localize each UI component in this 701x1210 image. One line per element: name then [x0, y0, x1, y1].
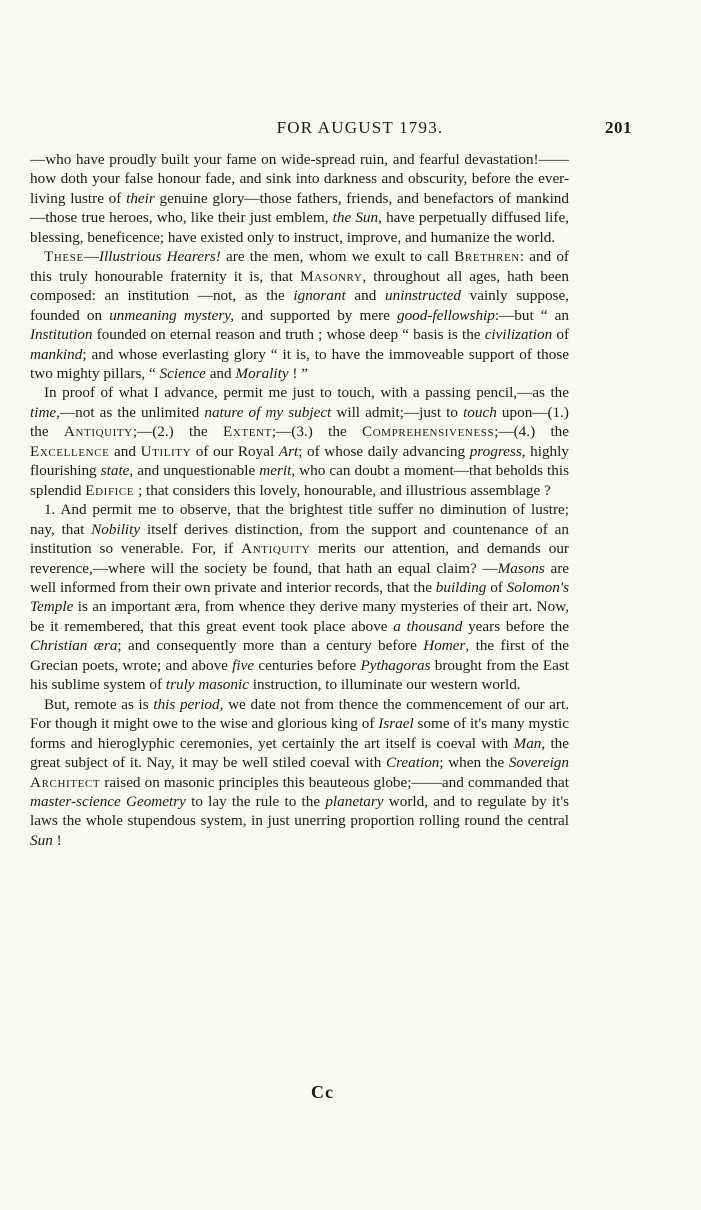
- italic-text: time: [30, 403, 57, 421]
- italic-text: mankind: [30, 345, 83, 363]
- italic-text: master-science Geometry: [30, 792, 186, 810]
- italic-text: Israel: [378, 715, 414, 733]
- italic-text: Pythagoras: [360, 656, 431, 674]
- italic-text: nature of my subject: [204, 403, 332, 421]
- paragraph-4: 1. And permit me to observe, that the brightest title suffer no diminution of lustre; nay, that Nobility itself derives distinction, from the support and countenance of an institution so venerable. For, if Antiquity merits our attention, and demands our reverence,—where will the society be found, that hath an equal claim? —Masons are well informed from their own private and interior records, that the building of Solomon's Temple is an important æra, from whence they derive many mysteries of their art. Now, be it remembered, that this great event took place above a thousand years before the Christian æra; and consequently more than a century before Homer, the first of the Grecian poets, wrote; and above five centuries before Pythagoras brought from the East his sublime system of truly masonic instruction, to illuminate our western world.: [30, 501, 569, 694]
- italic-text: ignorant: [293, 287, 346, 305]
- italic-text: state: [100, 462, 130, 480]
- paragraph-1: —who have proudly built your fame on wide-spread ruin, and fearful devastation!——how doth your false honour fade, and sink into darkness and obscurity, before the ever-living lustre of their genuine glory—those fathers, friends, and benefactors of mankind—those true heroes, who, like their just emblem, the Sun, have perpetually diffused life, blessing, beneficence; have existed only to instruct, improve, and humanize the world.: [30, 151, 569, 246]
- paragraph-5: But, remote as is this period, we date not from thence the commencement of our art. For though it might owe to the wise and glorious king of Israel some of it's many mystic forms and hieroglyphic ceremonies, yet certainly the art itself is coeval with Man, the great subject of it. Nay, it may be well stiled coeval with Creation; when the Sovereign Architect raised on masonic principles this beauteous globe;——and commanded that master-science Geometry to lay the rule to the planetary world, and to regulate by it's laws the whole stupendous system, in just unerring proportion rolling round the central Sun !: [30, 695, 570, 849]
- italic-text: their: [126, 189, 155, 207]
- paragraph-3: In proof of what I advance, permit me just to touch, with a passing pencil,—as the time,—not as the unlimited nature of my subject will admit;—just to touch upon—(1.) the Antiquity;—(2.) the Extent;—(3.) the Comprehensiveness;—(4.) the Excellence and Utility of our Royal Art; of whose daily advancing progress, highly flourishing state, and unquestionable merit, who can doubt a moment—that beholds this splendid Edifice ; that considers this lovely, honourable, and illustrious assemblage ?: [30, 384, 570, 499]
- italic-text: unmeaning mystery,: [109, 306, 235, 324]
- small-caps-text: Excellence: [30, 442, 110, 460]
- signature-mark: Cc: [311, 1082, 334, 1102]
- italic-text: Institution: [30, 326, 93, 344]
- italic-text: five: [232, 656, 255, 674]
- italic-text: Creation: [385, 754, 440, 772]
- italic-text: planetary: [325, 792, 384, 810]
- italic-text: Man: [513, 734, 542, 752]
- italic-text: Masons: [497, 559, 545, 577]
- italic-text: civilization: [484, 326, 553, 344]
- small-caps-text: Comprehensiveness: [362, 423, 495, 441]
- small-caps-text: Edifice: [85, 481, 135, 499]
- italic-text: truly masonic: [165, 676, 249, 694]
- italic-text: touch: [463, 403, 497, 421]
- paragraph-2: These—Illustrious Hearers! are the men, whom we exult to call Brethren: and of this truly honourable fraternity it is, that Masonry, throughout all ages, hath been composed: an institution —not, as the ignorant and uninstructed vainly suppose, founded on unmeaning mystery, and supported by mere good-fellowship:—but “ an Institution founded on eternal reason and truth ; whose deep “ basis is the civilization of mankind; and whose everlasting glory “ it is, to have the immoveable support of those two mighty pillars, “ Science and Morality ! ”: [30, 248, 570, 382]
- body-text: [30, 150, 569, 850]
- italic-text: Sovereign: [508, 754, 569, 772]
- italic-text: Morality: [235, 364, 289, 382]
- italic-text: merit: [259, 462, 292, 480]
- italic-text: the Sun,: [332, 209, 382, 227]
- page-number: 201: [605, 118, 632, 137]
- small-caps-text: Extent: [222, 423, 272, 441]
- italic-text: this period: [153, 695, 220, 713]
- italic-text: uninstructed: [385, 287, 461, 305]
- small-caps-text: Antiquity: [241, 540, 311, 558]
- italic-text: building: [435, 578, 487, 596]
- italic-text: Christian æra: [30, 637, 118, 655]
- italic-text: Illustrious Hearers!: [98, 248, 221, 266]
- italic-text: Homer: [423, 637, 466, 655]
- small-caps-text: Architect: [30, 773, 101, 791]
- running-title: FOR AUGUST 1793.: [276, 118, 444, 137]
- italic-text: Sun: [30, 831, 53, 849]
- small-caps-text: Utility: [140, 442, 192, 460]
- small-caps-text: Antiquity: [63, 423, 133, 441]
- italic-text: Solomon's Temple: [30, 578, 569, 616]
- small-caps-text: Brethren: [454, 248, 520, 266]
- running-head: [60, 118, 660, 142]
- italic-text: Science: [159, 364, 206, 382]
- italic-text: Nobility: [91, 520, 141, 538]
- small-caps-text: These: [44, 248, 84, 266]
- italic-text: good-fellowship: [396, 306, 495, 324]
- italic-text: progress: [469, 442, 522, 460]
- italic-text: Art: [278, 442, 299, 460]
- small-caps-text: Masonry: [300, 267, 363, 285]
- italic-text: a thousand: [393, 617, 463, 635]
